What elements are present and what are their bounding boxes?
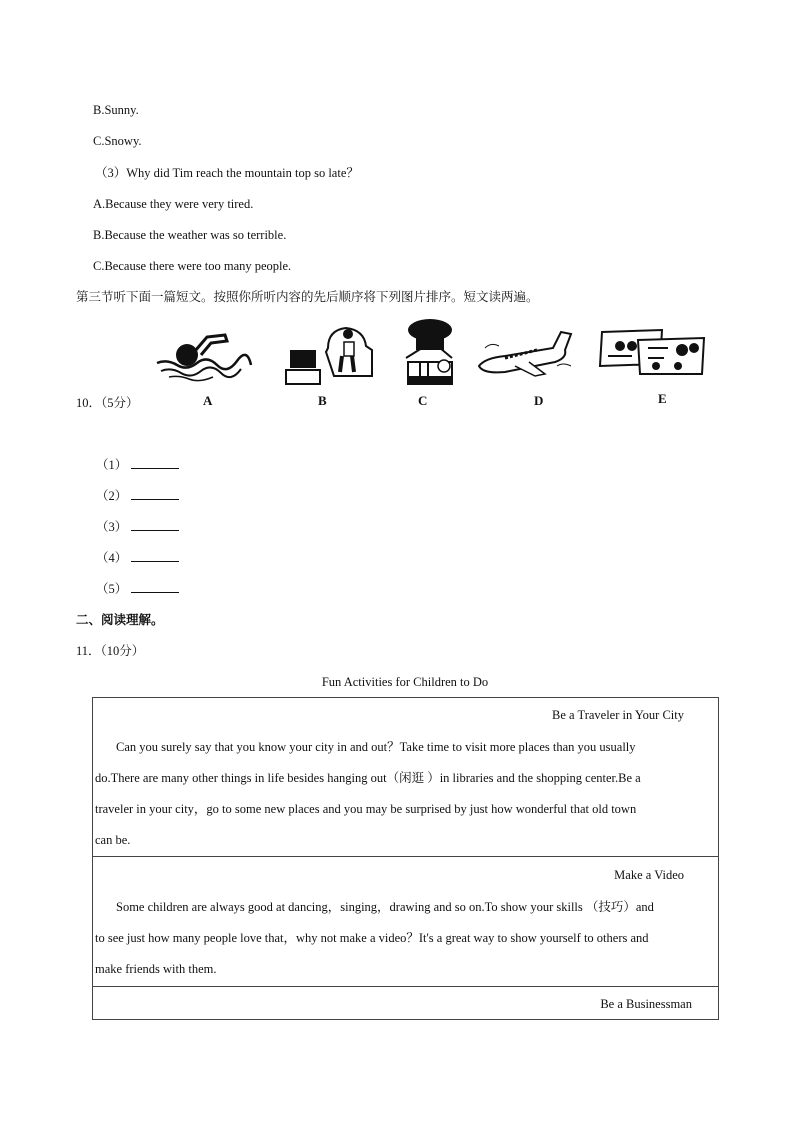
option-c: C.Because there were too many people. [93,259,292,273]
blank-label: （4） [96,551,128,565]
blank-label: （3） [96,520,128,534]
picture-label-a: A [203,393,213,408]
section-title-traveler: Be a Traveler in Your City [552,708,684,722]
picture-label-e: E [658,391,667,406]
picture-label-c: C [418,393,428,408]
section-title-video: Make a Video [614,868,684,882]
answer-blank-2[interactable] [131,487,179,500]
row-divider [93,986,718,987]
question-3-text: （3）Why did Tim reach the mountain top so late？ [95,166,359,180]
answer-blank-row [96,549,179,566]
option-c-snowy: C.Snowy. [93,134,142,148]
paragraph-line: make friends with them. [95,962,217,976]
paragraph-line: Can you surely say that you know your city in and out？Take time to visit more places than you usually [116,740,636,754]
paragraph-video [95,892,716,985]
section-title-businessman: Be a Businessman [600,997,692,1011]
row-divider [93,856,718,857]
paragraph-line: can be. [95,833,131,847]
answer-blank-3[interactable] [131,518,179,531]
swimmer-icon [155,325,255,385]
passage-table [92,697,719,1020]
paragraph-line: traveler in your city，go to some new places and you may be surprised by just how wonderful that old town [95,802,637,816]
answer-blank-row [96,487,179,504]
picture-label-d: D [534,393,544,408]
blank-label: （1） [96,458,128,472]
paragraph-line: to see just how many people love that，why not make a video？It's a great way to show yourself to others and [95,931,649,945]
paragraph-line: do.There are many other things in life besides hanging out（闲逛 ）in libraries and the shopping center.Be a [95,771,641,785]
answer-blank-1[interactable] [131,456,179,469]
watching-tv-icon [284,320,374,386]
option-a: A.Because they were very tired. [93,197,254,211]
option-b-sunny: B.Sunny. [93,103,139,117]
paragraph-line: Some children are always good at dancing，singing，drawing and so on.To show your skills （技巧）and [116,900,654,914]
answer-blank-row [96,580,179,597]
question-11-number: 11．（10分） [76,644,145,658]
option-b: B.Because the weather was so terrible. [93,228,287,242]
question-10-number: 10．（5分） [76,396,139,410]
airplane-icon [475,328,575,378]
answer-blank-4[interactable] [131,549,179,562]
blank-label: （5） [96,582,128,596]
blank-label: （2） [96,489,128,503]
postcards-icon [598,328,708,376]
answer-blank-row [96,456,179,473]
passage-title: Fun Activities for Children to Do [321,675,489,689]
part2-heading: 二、阅读理解。 [76,612,164,627]
section3-instruction: 第三节听下面一篇短文。按照你所听内容的先后顺序将下列图片排序。短文读两遍。 [76,289,539,304]
answer-blank-row [96,518,179,535]
paragraph-traveler [95,732,716,856]
photographer-icon [402,318,457,386]
answer-blank-5[interactable] [131,580,179,593]
picture-label-b: B [318,393,327,408]
